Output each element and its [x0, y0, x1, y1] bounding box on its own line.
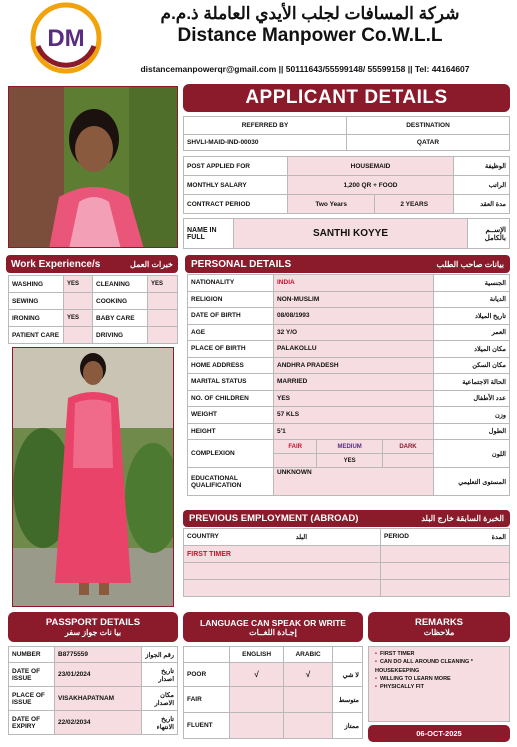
personal-label: NATIONALITY	[188, 275, 274, 292]
language-title-ar: إجـادة اللغــات	[249, 627, 297, 637]
work-experience-header	[6, 255, 178, 273]
passport-value: 22/02/2034	[55, 711, 142, 735]
previous-employment-title: PREVIOUS EMPLOYMENT (ABROAD)	[189, 513, 359, 524]
work-experience-row	[9, 276, 178, 293]
referred-by-value: SHVLI-MAID-IND-00030	[184, 135, 347, 151]
remark-item	[375, 658, 503, 675]
passport-label: DATE OF EXPIRY	[9, 711, 55, 735]
skill-value: YES	[64, 310, 93, 327]
name-value: SANTHI KOYYE	[234, 219, 468, 249]
skill-label: DRIVING	[93, 327, 148, 344]
skill-value	[64, 327, 93, 344]
language-level: FAIR	[184, 687, 230, 713]
personal-label-ar: الحالة الاجتماعية	[434, 374, 510, 391]
personal-row	[188, 407, 510, 424]
skill-value	[64, 293, 93, 310]
language-level: POOR	[184, 663, 230, 687]
skill-label: PATIENT CARE	[9, 327, 64, 344]
referred-by-label: REFERRED BY	[184, 117, 347, 135]
remark-text: WILLING TO LEARN MORE	[379, 675, 451, 682]
personal-row	[188, 324, 510, 341]
language-level-ar: ممتاز	[333, 713, 363, 739]
passport-label: DATE OF ISSUE	[9, 663, 55, 687]
language-level-ar: متوسط	[333, 687, 363, 713]
name-label-ar: الإســم بالكامل	[468, 219, 510, 249]
language-level-ar: لا شي	[333, 663, 363, 687]
personal-label-ar: مكان الميلاد	[434, 341, 510, 358]
personal-label: DATE OF BIRTH	[188, 308, 274, 325]
remarks-box	[368, 646, 510, 722]
english-label: ENGLISH	[230, 647, 284, 663]
work-experience-table	[8, 275, 178, 344]
personal-details-table	[187, 274, 510, 496]
country-label: COUNTRY	[187, 533, 219, 540]
education-value: UNKNOWN	[274, 468, 434, 496]
remarks-header	[368, 612, 510, 642]
skill-label: WASHING	[9, 276, 64, 293]
skill-value	[148, 327, 178, 344]
post-label-ar: الوظيفة	[454, 157, 510, 176]
personal-label-ar: الديانة	[434, 291, 510, 308]
personal-label: MARITAL STATUS	[188, 374, 274, 391]
post-label: POST APPLIED FOR	[184, 157, 288, 176]
language-corner-ar	[333, 647, 363, 663]
education-label-ar: المستوى التعليمي	[434, 468, 510, 496]
remark-item	[375, 683, 503, 691]
personal-label: HOME ADDRESS	[188, 357, 274, 374]
previous-employment-header	[183, 510, 510, 527]
skill-label: IRONING	[9, 310, 64, 327]
passport-row	[9, 711, 178, 735]
company-logo	[30, 2, 102, 74]
language-corner	[184, 647, 230, 663]
complexion-label: COMPLEXION	[188, 440, 274, 468]
personal-label-ar: وزن	[434, 407, 510, 424]
personal-value: 32 Y/O	[274, 324, 434, 341]
name-row	[183, 218, 510, 249]
destination-label: DESTINATION	[347, 117, 510, 135]
company-name-ar: شركة المسافات لجلب الأيدي العاملة ذ.م.م	[160, 4, 460, 23]
passport-title: PASSPORT DETAILS	[45, 617, 141, 628]
remark-text: PHYSICALLY FIT	[379, 684, 424, 690]
language-row	[184, 663, 363, 687]
complexion-dark-mark	[382, 454, 433, 468]
first-timer-cell: FIRST TIMER	[184, 546, 381, 563]
page-title-text: APPLICANT DETAILS	[245, 87, 448, 108]
post-table	[183, 156, 510, 214]
education-label: EDUCATIONAL QUALIFICATION	[188, 468, 274, 496]
complexion-fair: FAIR	[274, 440, 317, 454]
complexion-medium: MEDIUM	[317, 440, 383, 454]
contract-label: CONTRACT PERIOD	[184, 195, 288, 214]
arabic-mark	[284, 687, 333, 713]
contract-label-ar: مدة العقد	[454, 195, 510, 214]
skill-value: YES	[148, 276, 178, 293]
personal-label-ar: عدد الأطفال	[434, 390, 510, 407]
remark-text: FIRST TIMER	[379, 651, 415, 657]
personal-value: NON-MUSLIM	[274, 291, 434, 308]
personal-row	[188, 374, 510, 391]
arabic-mark: √	[284, 663, 333, 687]
personal-row	[188, 423, 510, 440]
post-value: HOUSEMAID	[288, 157, 454, 176]
personal-label-ar: تاريخ الميلاد	[434, 308, 510, 325]
work-experience-row	[9, 293, 178, 310]
complexion-row	[188, 440, 510, 454]
passport-label-ar: رقم الجواز	[142, 647, 178, 663]
company-name-en: Distance Manpower Co.W.L.L	[177, 25, 443, 46]
language-header	[183, 612, 363, 642]
personal-row	[188, 291, 510, 308]
country-label-ar: البلد	[295, 534, 307, 541]
remark-item	[375, 675, 503, 683]
english-mark	[230, 713, 284, 739]
personal-label-ar: مكان السكن	[434, 357, 510, 374]
salary-label-ar: الراتب	[454, 176, 510, 195]
applicant-photo-portrait	[8, 86, 178, 248]
complexion-fair-mark	[274, 454, 317, 468]
salary-label: MONTHLY SALARY	[184, 176, 288, 195]
previous-employment-table	[183, 528, 510, 597]
language-header-row	[184, 647, 363, 663]
passport-header	[8, 612, 178, 642]
personal-label: RELIGION	[188, 291, 274, 308]
skill-label: BABY CARE	[93, 310, 148, 327]
personal-label: AGE	[188, 324, 274, 341]
page-title	[183, 84, 510, 112]
personal-value: 08/08/1993	[274, 308, 434, 325]
personal-value: INDIA	[274, 275, 434, 292]
language-row	[184, 713, 363, 739]
personal-row	[188, 390, 510, 407]
personal-row	[188, 341, 510, 358]
period-label: PERIOD	[384, 533, 409, 540]
skill-value	[148, 293, 178, 310]
salary-value: 1,200 QR + FOOD	[288, 176, 454, 195]
name-label: NAME IN FULL	[184, 219, 234, 249]
bullet-icon: •	[375, 675, 377, 682]
english-mark: √	[230, 663, 284, 687]
personal-row	[188, 275, 510, 292]
personal-value: MARRIED	[274, 374, 434, 391]
destination-value: QATAR	[347, 135, 510, 151]
remark-text: CAN DO ALL AROUND CLEANING * HOUSEKEEPING	[375, 659, 473, 674]
passport-row	[9, 647, 178, 663]
personal-label: HEIGHT	[188, 423, 274, 440]
passport-label-ar: تاريخ الانتهاء	[142, 711, 178, 735]
applicant-photo-full	[12, 347, 174, 607]
work-experience-row	[9, 310, 178, 327]
personal-details-title-ar: بيانات صاحب الطلب	[436, 259, 504, 269]
passport-table	[8, 646, 178, 735]
referral-table	[183, 116, 510, 151]
personal-label-ar: الجنسية	[434, 275, 510, 292]
passport-value: B8775559	[55, 647, 142, 663]
skill-label: SEWING	[9, 293, 64, 310]
arabic-label: ARABIC	[284, 647, 333, 663]
complexion-dark: DARK	[382, 440, 433, 454]
work-experience-title: Work Experience/s	[11, 258, 101, 270]
skill-label: CLEANING	[93, 276, 148, 293]
personal-row	[188, 357, 510, 374]
language-table	[183, 646, 363, 739]
personal-label: NO. OF CHILDREN	[188, 390, 274, 407]
language-title: LANGUAGE CAN SPEAK OR WRITE	[200, 617, 346, 628]
work-experience-row	[9, 327, 178, 344]
arabic-mark	[284, 713, 333, 739]
bullet-icon: •	[375, 651, 377, 657]
education-row	[188, 468, 510, 496]
period-label-ar: المدة	[491, 534, 506, 541]
complexion-label-ar: اللون	[434, 440, 510, 468]
language-row	[184, 687, 363, 713]
skill-label: COOKING	[93, 293, 148, 310]
personal-details-header	[185, 255, 510, 273]
remarks-date	[368, 725, 510, 742]
company-contact: distancemanpowerqr@gmail.com || 50111643/55599148/ 55599158 || Tel: 44164607	[140, 64, 470, 74]
remarks-list	[375, 650, 503, 691]
personal-label-ar: الطول	[434, 423, 510, 440]
remarks-title-ar: ملاحظات	[423, 628, 455, 637]
passport-row	[9, 663, 178, 687]
skill-value	[148, 310, 178, 327]
personal-value: PALAKOLLU	[274, 341, 434, 358]
previous-employment-title-ar: الخبرة السابقة خارج البلد	[421, 514, 504, 523]
skill-value: YES	[64, 276, 93, 293]
remarks-date-text: 06-OCT-2025	[416, 729, 462, 738]
remarks-title: REMARKS	[414, 617, 464, 628]
bullet-icon: •	[375, 659, 377, 666]
language-level: FLUENT	[184, 713, 230, 739]
logo-letters: DM	[47, 25, 85, 52]
contract-value-years: 2 YEARS	[375, 195, 454, 214]
personal-value: ANDHRA PRADESH	[274, 357, 434, 374]
personal-label: PLACE OF BIRTH	[188, 341, 274, 358]
passport-label-ar: مكان الاصدار	[142, 687, 178, 711]
personal-label: WEIGHT	[188, 407, 274, 424]
passport-label: PLACE OF ISSUE	[9, 687, 55, 711]
personal-label-ar: العمر	[434, 324, 510, 341]
personal-value: 57 KLS	[274, 407, 434, 424]
complexion-selected: YES	[317, 454, 383, 468]
personal-value: YES	[274, 390, 434, 407]
contract-value: Two Years	[288, 195, 375, 214]
personal-row	[188, 308, 510, 325]
passport-row	[9, 687, 178, 711]
remark-item	[375, 650, 503, 658]
work-experience-title-ar: خبرات العمل	[130, 259, 173, 269]
passport-value: 23/01/2024	[55, 663, 142, 687]
passport-title-ar: بيا نات جواز سفر	[64, 628, 122, 637]
passport-value: VISAKHAPATNAM	[55, 687, 142, 711]
passport-label-ar: تاريخ اصدار	[142, 663, 178, 687]
english-mark	[230, 687, 284, 713]
passport-label: NUMBER	[9, 647, 55, 663]
personal-value: 5'1	[274, 423, 434, 440]
bullet-icon: •	[375, 684, 377, 690]
personal-details-title: PERSONAL DETAILS	[191, 258, 292, 270]
